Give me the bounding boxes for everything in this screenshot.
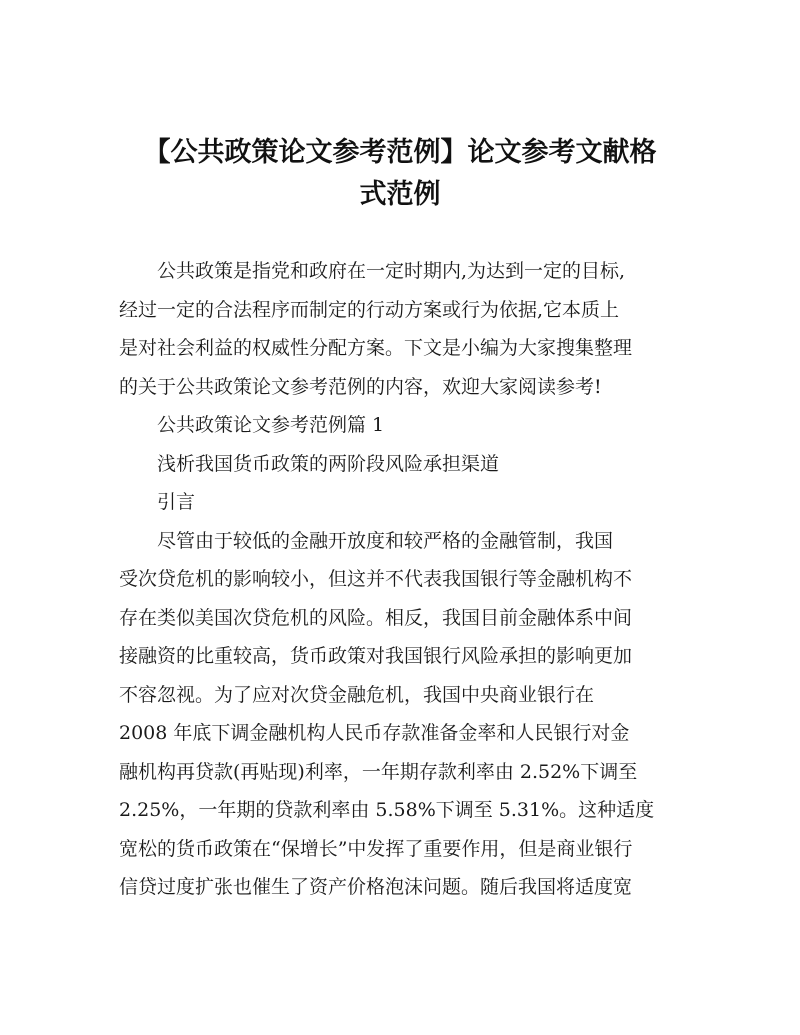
text-line: 经过一定的合法程序而制定的行动方案或行为依据,它本质上: [119, 298, 620, 321]
body-paragraph: [119, 522, 685, 907]
subsection-heading: [119, 483, 685, 522]
text-line: 融机构再贷款(再贴现)利率，一年期存款利率由 2.52%下调至: [119, 760, 638, 783]
text-line: 引言: [157, 491, 196, 513]
article-title: [119, 445, 685, 484]
text-line: 2008 年底下调金融机构人民币存款准备金率和人民银行对金: [119, 722, 630, 744]
text-line: 宽松的货币政策在“保增长”中发挥了重要作用，但是商业银行: [119, 837, 633, 860]
intro-paragraph: [119, 252, 685, 406]
text-line: 是对社会利益的权威性分配方案。下文是小编为大家搜集整理: [119, 337, 633, 359]
text-line: 受次贷危机的影响较小，但这并不代表我国银行等金融机构不: [119, 568, 633, 590]
title-line: 式范例: [359, 179, 441, 210]
section-heading: [119, 406, 685, 445]
document-body: [119, 252, 685, 907]
text-line: 不容忽视。为了应对次贷金融危机，我国中央商业银行在: [119, 683, 595, 706]
text-line: 公共政策论文参考范例篇 1: [157, 414, 385, 436]
text-line: 公共政策是指党和政府在一定时期内,为达到一定的目标,: [157, 260, 626, 282]
text-line: 2.25%，一年期的贷款利率由 5.58%下调至 5.31%。这种适度: [119, 799, 655, 821]
text-line: 的关于公共政策论文参考范例的内容，欢迎大家阅读参考!: [119, 375, 602, 398]
text-line: 尽管由于较低的金融开放度和较严格的金融管制，我国: [157, 529, 614, 552]
text-line: 存在类似美国次贷危机的风险。相反，我国目前金融体系中间: [119, 606, 633, 629]
title-line: 【公共政策论文参考范例】论文参考文献格: [143, 137, 657, 168]
text-line: 接融资的比重较高，货币政策对我国银行风险承担的影响更加: [119, 645, 633, 667]
text-line: 浅析我国货币政策的两阶段风险承担渠道: [157, 452, 500, 475]
document-title: [100, 132, 700, 216]
text-line: 信贷过度扩张也催生了资产价格泡沫问题。随后我国将适度宽: [119, 876, 633, 898]
